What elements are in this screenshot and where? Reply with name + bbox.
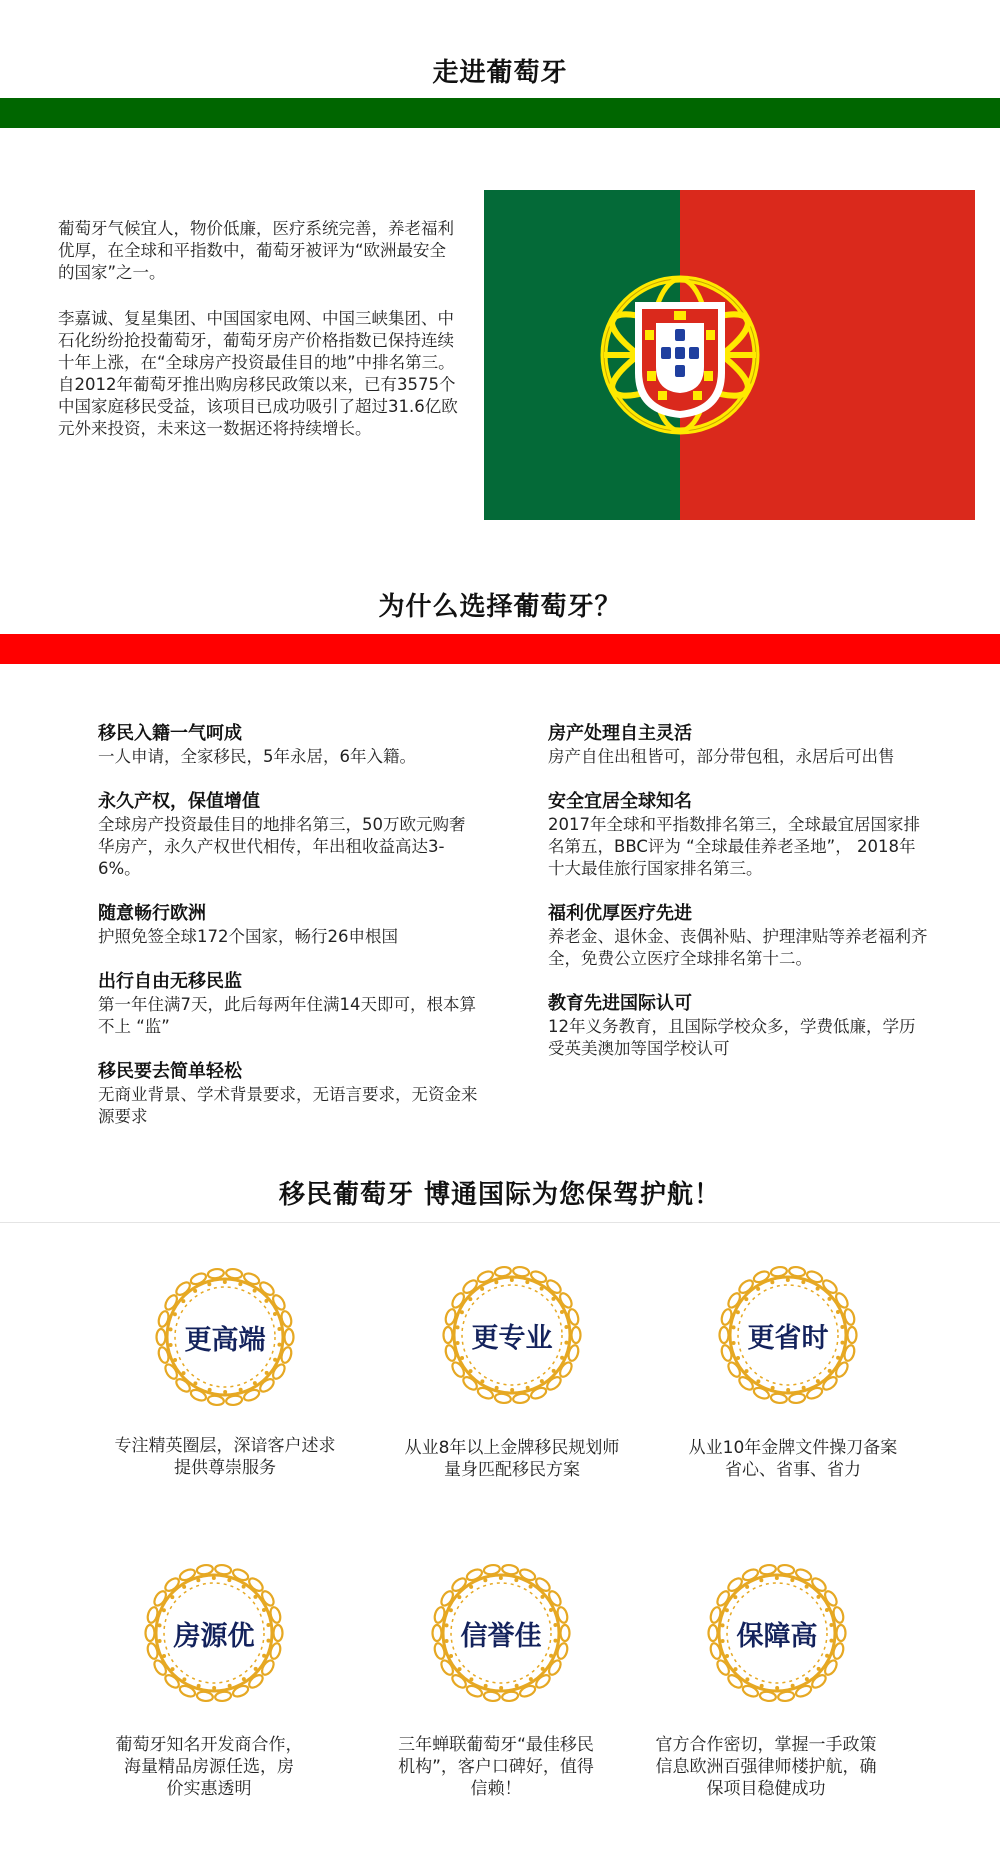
reason-item: [548, 992, 928, 1060]
section-title-why: 为什么选择葡萄牙？: [378, 592, 622, 622]
green-band: [0, 98, 1000, 128]
section-title-service: 移民葡萄牙 博通国际为您保驾护航！: [278, 1180, 722, 1210]
intro-paragraph-2: 李嘉诚、复星集团、中国国家电网、中国三峡集团、中石化纷纷抢投葡萄牙，葡萄牙房产价格指数已保持连续十年上涨，在“全球房产投资最佳目的地”中排名第三。自2012年葡萄牙推出购房移民政策以来，已有3575个中国家庭移民受益，该项目已成功吸引了超过31.6亿欧元外来投资，未来这一数据还将持续增长。: [58, 309, 458, 438]
reason-title: 教育先进国际认可: [548, 993, 692, 1014]
reason-desc: 一人申请，全家移民，5年永居，6年入籍。: [98, 747, 416, 766]
feature-badge: [139, 1558, 289, 1708]
reasons-left-column: [98, 722, 478, 1134]
reason-title: 永久产权，保值增值: [98, 791, 260, 812]
feature-description: 从业10年金牌文件操刀备案 省心、省事、省力: [688, 1438, 898, 1480]
feature-description: 从业8年以上金牌移民规划师 量身匹配移民方案: [404, 1438, 620, 1480]
feature-badge: [437, 1260, 587, 1410]
reason-desc: 无商业背景、学术背景要求，无语言要求，无资金来源要求: [98, 1085, 478, 1126]
reason-title: 福利优厚医疗先进: [548, 903, 692, 924]
reason-item: [548, 902, 928, 970]
reason-title: 出行自由无移民监: [98, 971, 242, 992]
section-divider: [0, 1222, 1000, 1223]
red-band: [0, 634, 1000, 664]
reason-item: [548, 722, 928, 768]
feature-badge-label: 更高端: [184, 1324, 266, 1356]
feature-badge-label: 更专业: [471, 1322, 553, 1354]
feature-badge-label: 更省时: [747, 1322, 829, 1354]
feature-description: 三年蝉联葡萄牙“最佳移民 机构”，客户口碑好，值得 信赖！: [398, 1735, 594, 1799]
reasons-right-column: [548, 722, 928, 1082]
feature-badge: [426, 1558, 576, 1708]
intro-text: [58, 218, 458, 440]
feature-description: 专注精英圈层，深谙客户述求 提供尊崇服务: [114, 1436, 336, 1478]
reason-desc: 第一年住满7天，此后每两年住满14天即可，根本算不上 “监”: [98, 995, 476, 1036]
reason-item: [98, 1060, 478, 1128]
reason-desc: 护照免签全球172个国家，畅行26申根国: [98, 927, 398, 946]
feature-description: 葡萄牙知名开发商合作， 海量精品房源任选，房 价实惠透明: [115, 1735, 303, 1799]
feature-description: 官方合作密切，掌握一手政策 信息欧洲百强律师楼护航，确 保项目稳健成功: [655, 1735, 877, 1799]
feature-badge: [702, 1558, 852, 1708]
feature-badge: [150, 1262, 300, 1412]
reason-title: 随意畅行欧洲: [98, 903, 206, 924]
reason-desc: 全球房产投资最佳目的地排名第三，50万欧元购奢华房产，永久产权世代相传，年出租收益高达3-6%。: [98, 815, 466, 878]
reason-title: 移民要去简单轻松: [98, 1061, 242, 1082]
reason-item: [98, 970, 478, 1038]
section-title-intro: 走进葡萄牙: [432, 58, 568, 88]
reason-title: 安全宜居全球知名: [548, 791, 692, 812]
feature-badge-label: 信誉佳: [460, 1620, 542, 1652]
reason-item: [548, 790, 928, 880]
reason-desc: 2017年全球和平指数排名第三，全球最宜居国家排名第五，BBC评为 “全球最佳养老圣地”， 2018年十大最佳旅行国家排名第三。: [548, 815, 920, 878]
feature-badge-label: 保障高: [736, 1620, 818, 1652]
reason-title: 房产处理自主灵活: [548, 723, 692, 744]
reason-item: [98, 902, 478, 948]
reason-title: 移民入籍一气呵成: [98, 723, 242, 744]
intro-paragraph-1: 葡萄牙气候宜人，物价低廉，医疗系统完善，养老福利优厚，在全球和平指数中，葡萄牙被评为“欧洲最安全的国家”之一。: [58, 219, 454, 282]
reason-desc: 房产自住出租皆可，部分带包租，永居后可出售: [548, 747, 895, 766]
reason-desc: 12年义务教育，且国际学校众多，学费低廉，学历受英美澳加等国学校认可: [548, 1017, 916, 1058]
feature-badge-label: 房源优: [173, 1620, 255, 1652]
reason-desc: 养老金、退休金、丧偶补贴、护理津贴等养老福利齐全，免费公立医疗全球排名第十二。: [548, 927, 928, 968]
reason-item: [98, 790, 478, 880]
feature-badge: [713, 1260, 863, 1410]
portugal-flag-image: [484, 190, 975, 520]
reason-item: [98, 722, 478, 768]
